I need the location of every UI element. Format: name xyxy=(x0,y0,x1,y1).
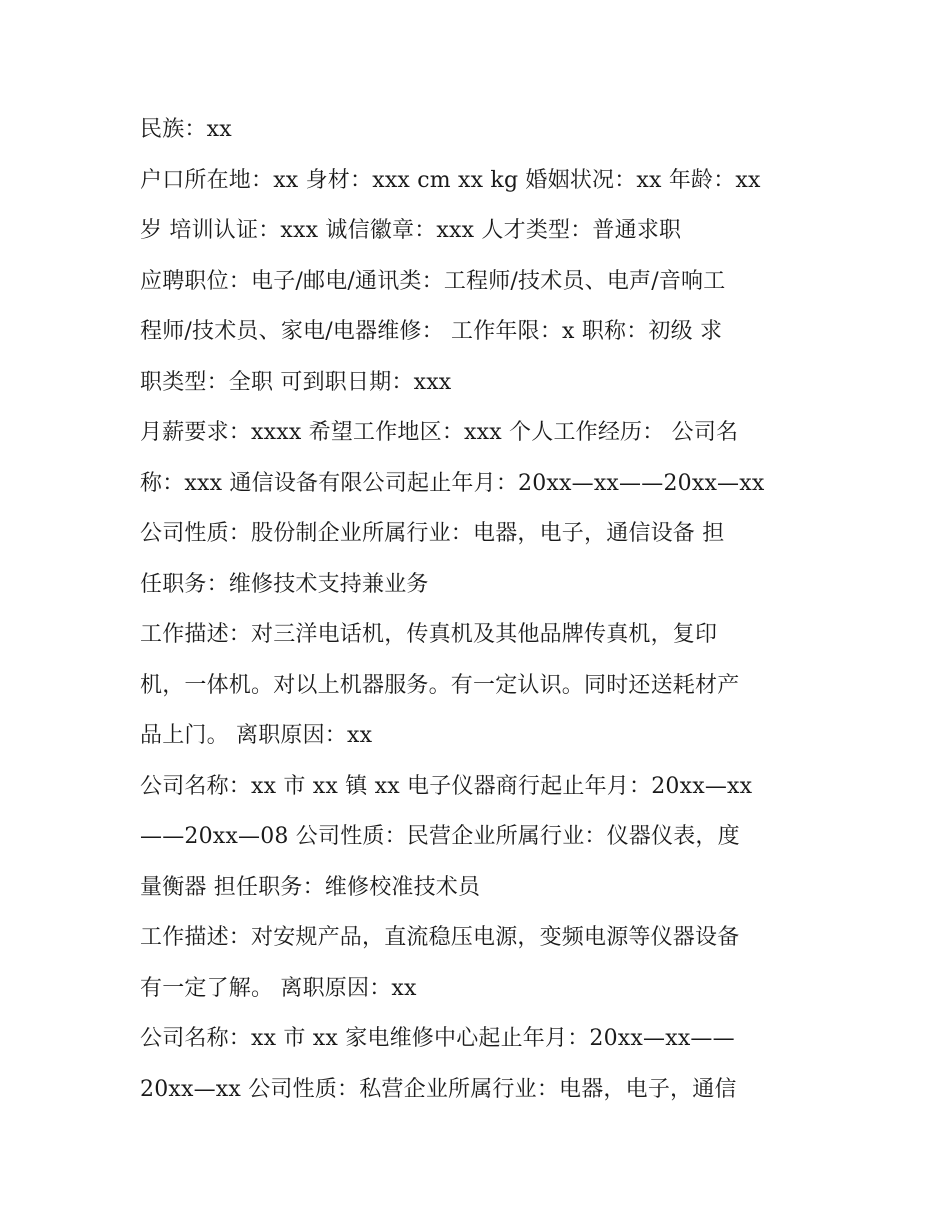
text-line: 户口所在地：xx 身材：xxx cm xx kg 婚姻状况：xx 年龄：xx xyxy=(140,167,761,193)
text-line: 工作描述：对安规产品，直流稳压电源，变频电源等仪器设备 xyxy=(140,925,740,950)
text-line: 公司名称：xx 市 xx 镇 xx 电子仪器商行起止年月：20xx—xx xyxy=(140,773,753,799)
text-line: 程师/技术员、家电/电器维修： 工作年限：x 职称：初级 求 xyxy=(140,319,723,344)
text-line: 职类型：全职 可到职日期：xxx xyxy=(140,369,452,395)
text-line: 机，一体机。对以上机器服务。有一定认识。同时还送耗材产 xyxy=(140,672,740,698)
text-line: 20xx—xx 公司性质：私营企业所属行业：电器，电子，通信 xyxy=(140,1076,737,1102)
text-line: 品上门。 离职原因：xx xyxy=(140,723,373,748)
text-line: 月薪要求：xxxx 希望工作地区：xxx 个人工作经历： 公司名 xyxy=(140,420,739,445)
text-line: 岁 培训认证：xxx 诚信徽章：xxx 人才类型：普通求职 xyxy=(140,218,682,243)
text-line: ——20xx—08 公司性质：民营企业所属行业：仪器仪表，度 xyxy=(140,824,740,849)
text-line: 民族：xx xyxy=(140,117,232,142)
text-line: 有一定了解。 离职原因：xx xyxy=(140,975,417,1001)
text-line: 称：xxx 通信设备有限公司起止年月：20xx—xx——20xx—xx xyxy=(140,470,765,496)
text-line: 量衡器 担任职务：维修校准技术员 xyxy=(140,874,481,900)
document-body xyxy=(140,105,820,1115)
text-line: 工作描述：对三洋电话机，传真机及其他品牌传真机，复印 xyxy=(140,622,718,647)
text-line: 公司名称：xx 市 xx 家电维修中心起止年月：20xx—xx—— xyxy=(140,1026,735,1051)
text-line: 公司性质：股份制企业所属行业：电器，电子，通信设备 担 xyxy=(140,521,725,546)
text-line: 应聘职位：电子/邮电/通讯类：工程师/技术员、电声/音响工 xyxy=(140,268,726,294)
text-line: 任职务：维修技术支持兼业务 xyxy=(140,571,429,597)
